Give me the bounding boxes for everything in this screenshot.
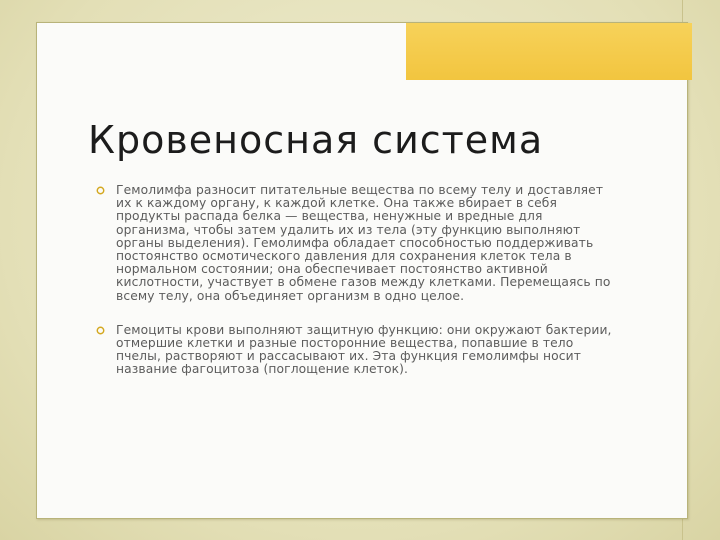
bullet-text: Гемоциты крови выполняют защитную функцию: они окружают бактерии, отмершие клетки и разные посторонние вещества, попавшие в тело пчелы, растворяют и рассасывают их. Эта функция гемолимфы носит название фагоцитоза (поглощение клеток). (116, 322, 612, 377)
bullet-list (96, 184, 616, 377)
gold-accent-bar (406, 23, 692, 80)
bullet-item-hemolymph (96, 184, 616, 303)
slide-title: Кровеносная система (88, 118, 544, 162)
circle-bullet-icon (96, 186, 105, 195)
circle-bullet-icon (96, 326, 105, 335)
bullet-item-hemocytes (96, 324, 616, 377)
bullet-text: Гемолимфа разносит питательные вещества по всему телу и доставляет их к каждому органу, к каждой клетке. Она также вбирает в себя продукты распада белка — вещества, ненужные и вредные для организма, чтобы затем удалить их из тела (эту функцию выполняют органы выделения). Гемолимфа обладает способностью поддерживать постоянство осмотического давления для сохранения клеток тела в нормальном состоянии; она обеспечивает постоянство активной кислотности, участвует в обмене газов между клетками. Перемещаясь по всему телу, она объединяет организм в одно целое. (116, 183, 611, 303)
